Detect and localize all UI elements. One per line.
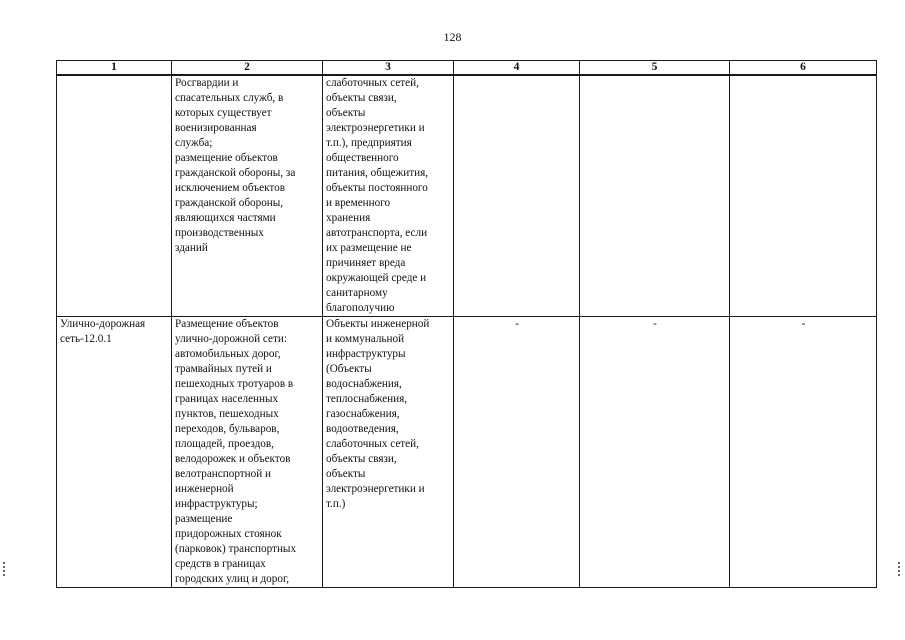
cell-text-line: Росгвардии и [175,77,239,89]
cell-main-permitted-use [172,317,323,588]
cell-text-line: хранения [326,212,371,224]
cell-text-line: служба; [175,137,213,149]
cell-text-line: благополучию [326,302,395,314]
cell-text-line: т.п.) [326,498,346,510]
column-header-4: 4 [454,61,580,76]
cell-text-line: (Объекты [326,363,372,375]
cell-text-line: придорожных стоянок [175,528,282,540]
cell-text-line: водоснабжения, [326,378,402,390]
cell-text-line: автотранспорта, если [326,227,428,239]
cell-text-line: гражданской обороны, [175,197,284,209]
cell-text-line: объекты постоянного [326,182,428,194]
cell-col-6: - [730,317,877,588]
cell-text-line: теплоснабжения, [326,393,408,405]
cell-text-line: улично-дорожной сети: [175,333,287,345]
cell-text-line: границах населенных [175,393,279,405]
cell-text-line: и коммунальной [326,333,405,345]
cell-text-line: размещение [175,513,233,525]
cell-text-line: инженерной [175,483,234,495]
cell-text-line: объекты [326,107,366,119]
cell-col-5 [580,75,730,317]
scan-edge-mark [3,562,5,578]
cell-text-line: инфраструктуры [326,348,406,360]
cell-text-line: газоснабжения, [326,408,400,420]
cell-text-line: причиняет вреда [326,257,406,269]
cell-text-line: пунктов, пешеходных [175,408,279,420]
cell-text-line: велодорожек и объектов [175,453,291,465]
cell-text-line: производственных [175,227,264,239]
cell-text-line: являющихся частями [175,212,276,224]
cell-text-line: объекты [326,468,366,480]
table-row-street-network [57,317,877,588]
cell-col-6 [730,75,877,317]
cell-text-line: Размещение объектов [175,318,279,330]
column-header-6: 6 [730,61,877,76]
cell-text-line: (парковок) транспортных [175,543,297,555]
cell-text-line: автомобильных дорог, [175,348,281,360]
cell-land-use-type [57,75,172,317]
cell-text-line: санитарному [326,287,388,299]
table-header-row [57,61,877,76]
cell-text-line: которых существует [175,107,272,119]
page-number: 128 [443,30,462,44]
cell-col-5: - [580,317,730,588]
cell-text-line: исключением объектов [175,182,285,194]
column-header-2: 2 [172,61,323,76]
cell-land-use-type [57,317,172,588]
cell-text-line: т.п.), предприятия [326,137,412,149]
cell-text-line: слаботочных сетей, [326,438,419,450]
cell-text-line: электроэнергетики и [326,483,425,495]
column-header-5: 5 [580,61,730,76]
cell-text-line: объекты связи, [326,453,397,465]
cell-text-line: переходов, бульваров, [175,423,280,435]
cell-text-line: средств в границах [175,558,266,570]
cell-text-line: велотранспортной и [175,468,272,480]
cell-text-line: слаботочных сетей, [326,77,419,89]
column-header-1: 1 [57,61,172,76]
cell-text-line: трамвайных путей и [175,363,272,375]
cell-text-line: инфраструктуры; [175,498,258,510]
cell-text-line: сеть-12.0.1 [60,333,112,345]
cell-text-line: размещение объектов [175,152,278,164]
cell-text-line: и временного [326,197,391,209]
cell-conditional-use [323,317,454,588]
cell-text-line: военизированная [175,122,257,134]
cell-conditional-use [323,75,454,317]
cell-text-line: питания, общежития, [326,167,429,179]
cell-text-line: гражданской обороны, за [175,167,296,179]
cell-text-line: пешеходных тротуаров в [175,378,294,390]
cell-text-line: электроэнергетики и [326,122,425,134]
cell-text-line: общественного [326,152,399,164]
table-row-continued [57,75,877,317]
cell-text-line: их размещение не [326,242,412,254]
cell-col-4 [454,75,580,317]
cell-text-line: площадей, проездов, [175,438,274,450]
cell-text-line: Улично-дорожная [60,318,146,330]
cell-text-line: спасательных служб, в [175,92,284,104]
cell-text-line: водоотведения, [326,423,399,435]
column-header-3: 3 [323,61,454,76]
land-use-table [56,60,877,588]
cell-main-permitted-use [172,75,323,317]
cell-col-4: - [454,317,580,588]
cell-text-line: окружающей среде и [326,272,427,284]
cell-text-line: городских улиц и дорог, [175,573,290,585]
cell-text-line: зданий [175,242,208,254]
cell-text-line: Объекты инженерной [326,318,430,330]
scan-edge-mark [898,562,900,578]
cell-text-line: объекты связи, [326,92,397,104]
